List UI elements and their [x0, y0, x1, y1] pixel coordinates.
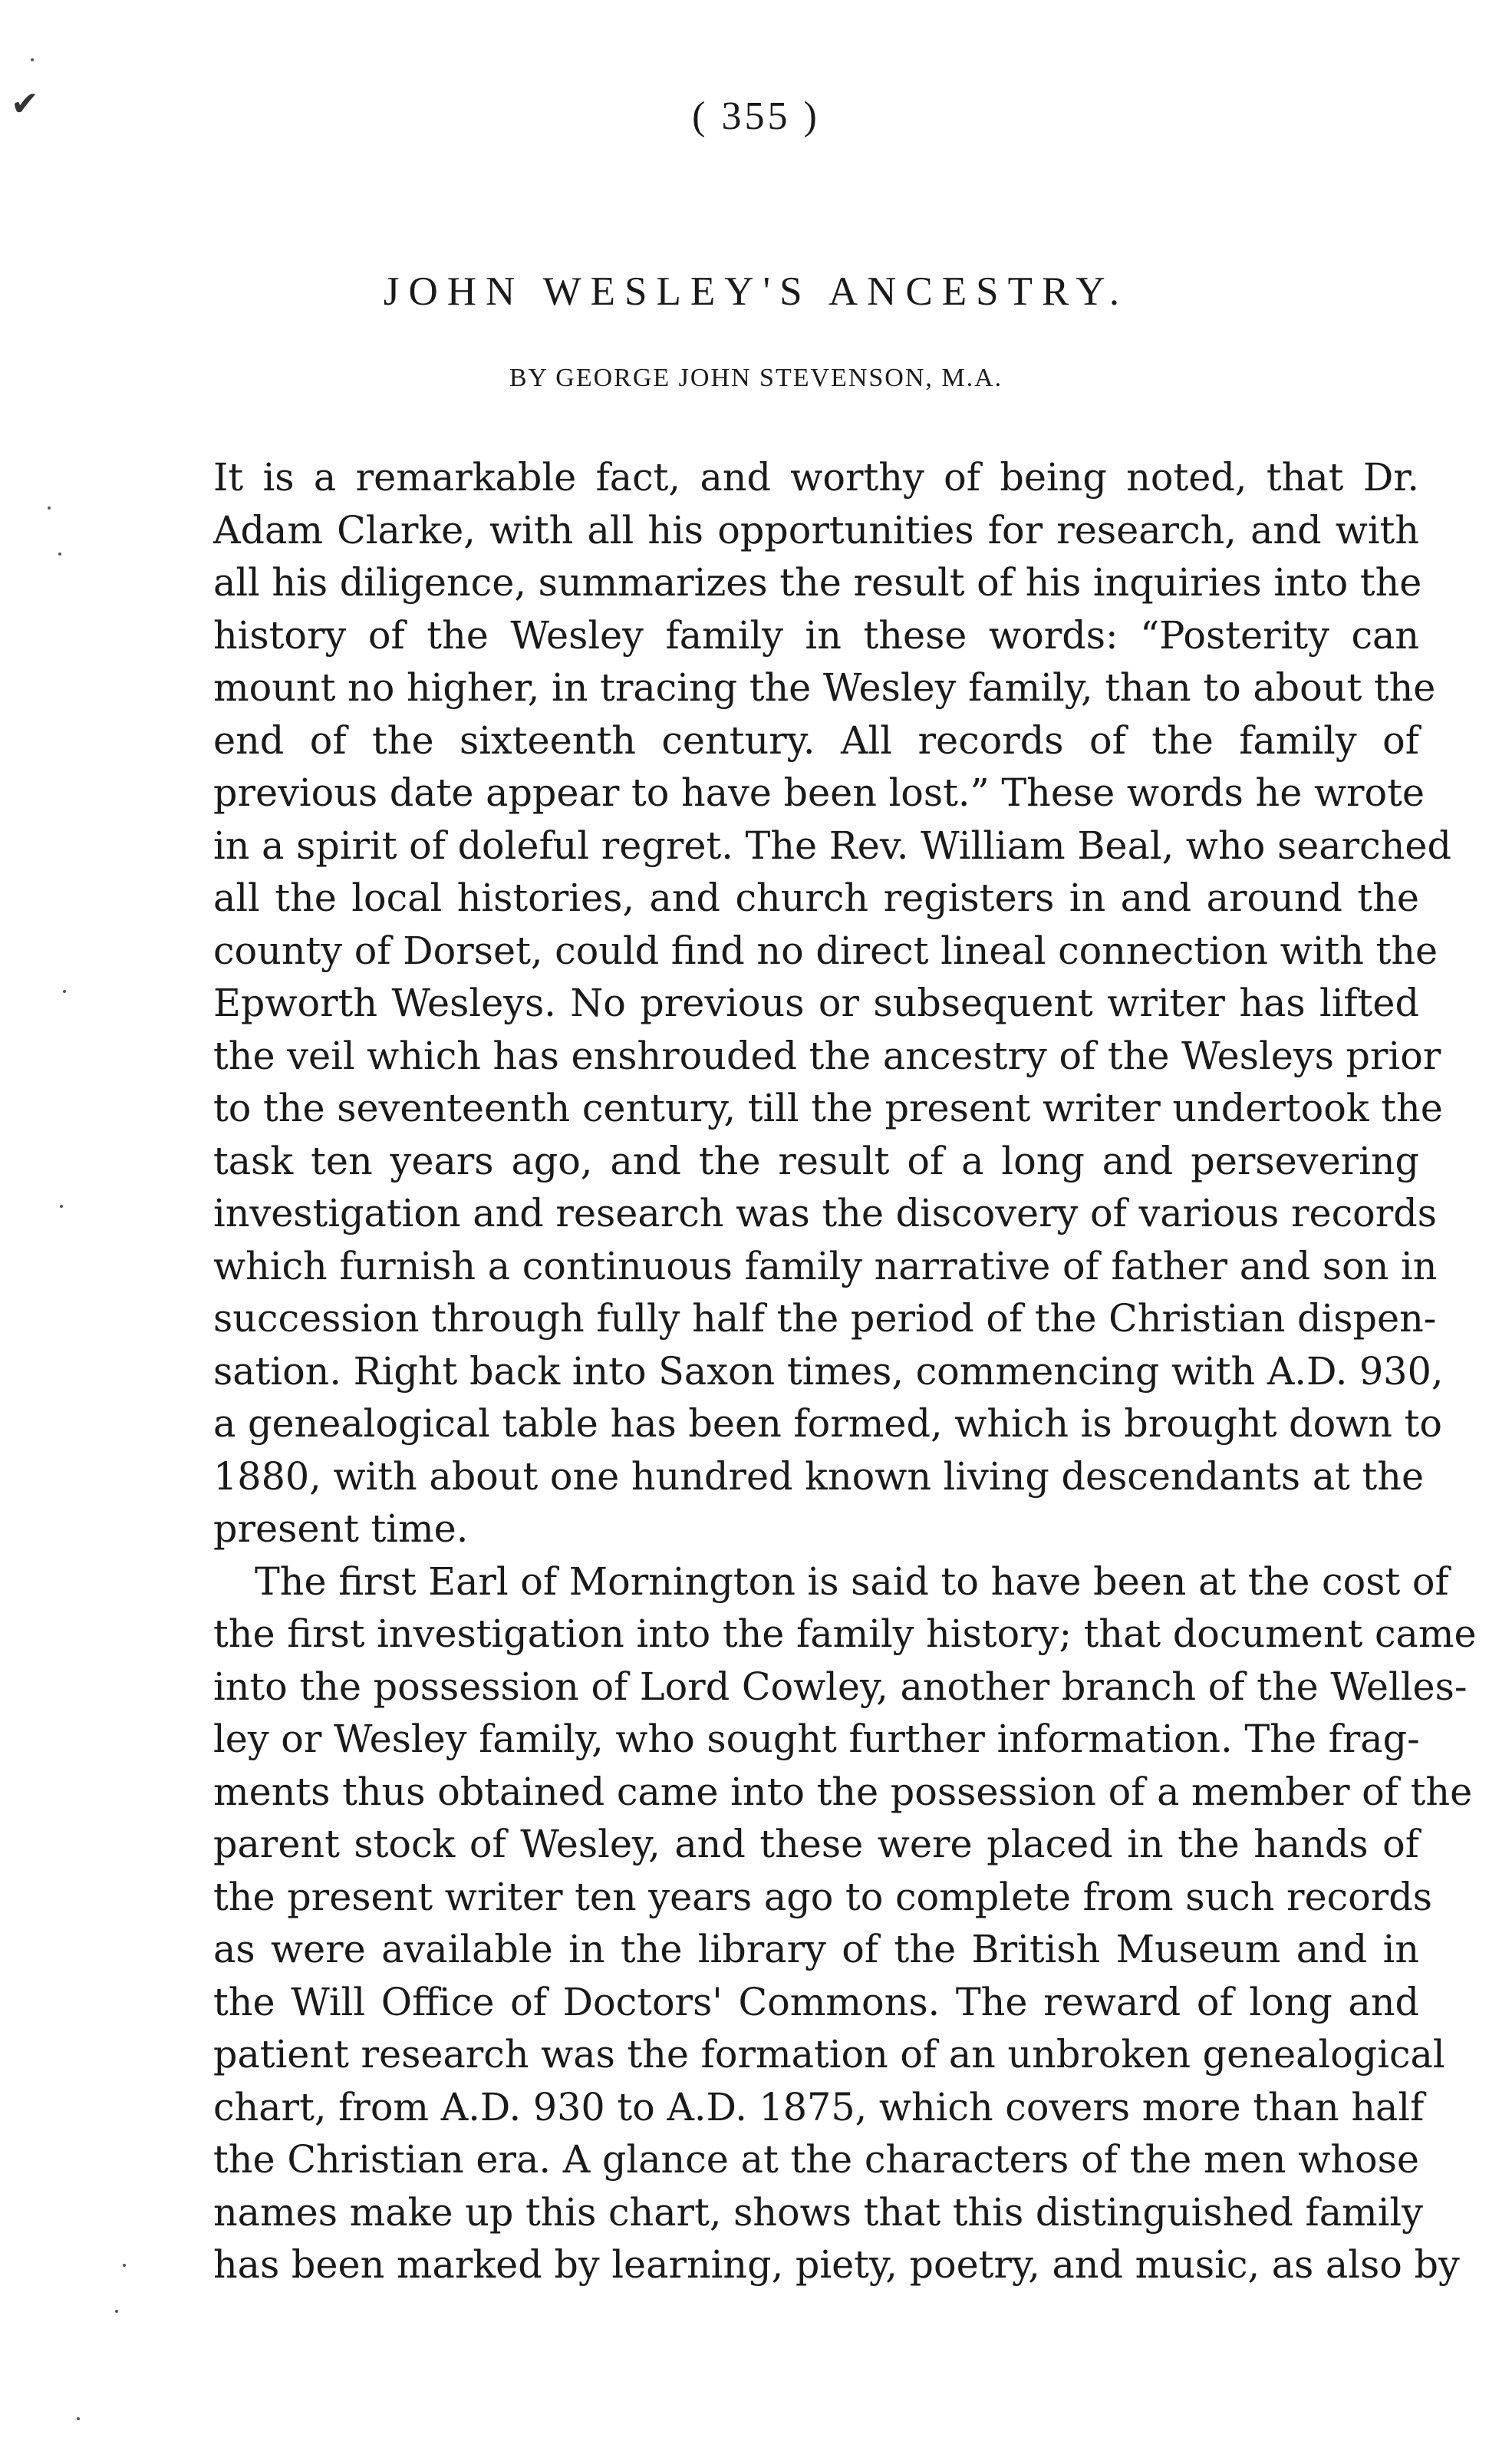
text-line: Epworth Wesleys. No previous or subsequent writer has lifted — [213, 981, 1419, 1025]
text-line: the first investigation into the family history; that document came — [213, 1611, 1477, 1656]
text-line: the Will Office of Doctors' Commons. The reward of long and — [213, 1979, 1419, 2024]
text-line: names make up this chart, shows that this distinguished family — [213, 2189, 1423, 2235]
margin-check-mark: ✔ — [11, 84, 39, 124]
text-line: a genealogical table has been formed, which is brought down to — [213, 1401, 1443, 1446]
article-body — [213, 451, 1477, 2291]
text-line: chart, from A.D. 930 to A.D. 1875, which covers more than half — [213, 2084, 1425, 2129]
text-line: the present writer ten years ago to complete from such records — [213, 1874, 1433, 1919]
text-line: investigation and research was the discovery of various records — [213, 1191, 1438, 1235]
text-line: patient research was the formation of an unbroken genealogical — [213, 2032, 1445, 2077]
text-line: has been marked by learning, piety, poetry, and music, as also by — [213, 2242, 1460, 2287]
paragraph — [213, 451, 1451, 1555]
margin-speck — [58, 553, 61, 556]
text-line: in a spirit of doleful regret. The Rev. William Beal, who searched — [213, 823, 1451, 868]
text-line: Adam Clarke, with all his opportunities for research, and with — [213, 507, 1419, 553]
article-title: JOHN WESLEY'S ANCESTRY. — [383, 269, 1129, 314]
text-line: The first Earl of Mornington is said to have been at the cost of — [255, 1559, 1449, 1604]
text-line: the veil which has enshrouded the ancestry of the Wesleys prior — [213, 1033, 1441, 1078]
text-line: sation. Right back into Saxon times, commencing with A.D. 930, — [213, 1348, 1444, 1394]
text-line: the Christian era. A glance at the characters of the men whose — [213, 2137, 1419, 2182]
text-line: all the local histories, and church registers in and around the — [213, 876, 1419, 920]
text-line: into the possession of Lord Cowley, another branch of the Welles- — [213, 1664, 1468, 1709]
text-line: ments thus obtained came into the possession of a member of the — [213, 1769, 1473, 1814]
margin-speck — [63, 990, 66, 993]
text-line: history of the Wesley family in these words: “Posterity can — [213, 612, 1419, 658]
margin-speck — [77, 2417, 80, 2420]
text-line: previous date appear to have been lost.” These words he wrote — [213, 770, 1425, 815]
text-line: It is a remarkable fact, and worthy of being noted, that Dr. — [213, 455, 1419, 500]
text-line: as were available in the library of the British Museum and in — [213, 1927, 1419, 1971]
text-line: which furnish a continuous family narrative of father and son in — [213, 1243, 1438, 1288]
paragraph — [213, 1555, 1477, 2291]
margin-speck — [31, 58, 34, 61]
text-line: ley or Wesley family, who sought further information. The frag- — [213, 1717, 1420, 1761]
article-byline: BY GEORGE JOHN STEVENSON, M.A. — [509, 364, 1003, 392]
page-number: ( 355 ) — [692, 94, 820, 138]
text-line: succession through fully half the period of the Christian dispen- — [213, 1296, 1437, 1341]
text-line: mount no higher, in tracing the Wesley family, than to about the — [213, 665, 1436, 710]
text-line: parent stock of Wesley, and these were placed in the hands of — [213, 1822, 1419, 1866]
text-line: present time. — [213, 1506, 469, 1551]
text-line: 1880, with about one hundred known living descendants at the — [213, 1453, 1425, 1499]
margin-speck — [60, 1205, 63, 1208]
text-line: task ten years ago, and the result of a long and persevering — [213, 1138, 1419, 1183]
text-line: all his diligence, summarizes the result of his inquiries into the — [213, 560, 1422, 605]
text-line: end of the sixteenth century. All records of the family of — [213, 717, 1419, 763]
text-line: county of Dorset, could find no direct lineal connection with the — [213, 928, 1438, 973]
margin-speck — [115, 2310, 118, 2313]
text-line: to the seventeenth century, till the present writer undertook the — [213, 1086, 1443, 1130]
margin-speck — [48, 506, 51, 510]
margin-speck — [123, 2264, 126, 2267]
